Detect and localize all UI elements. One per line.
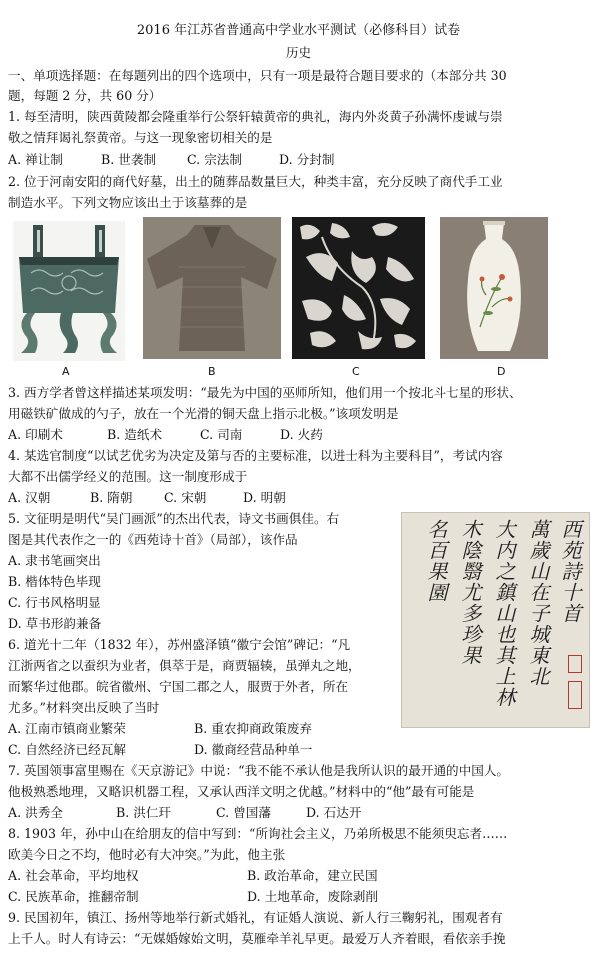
artifact-image-relief [292,217,425,359]
q6-stem-cont: 江浙两省之以蚕织为业者，俱萃于是，商贾辐辏，虽弹丸之地， [8,658,361,673]
q2-stem: 2. 位于河南安阳的商代好墓，出土的随葬品数量巨大，种类丰富，充分反映了商代手工业 [8,174,503,189]
q8-option-a: A. 社会革命，平均地权 [8,868,139,883]
q5-stem-cont: 图是其代表作之一的《西苑诗十首》（局部），该作品 [8,532,298,547]
artifact-image-garment [143,217,281,359]
q2-stem-cont: 制造水平。下列文物应该出土于该墓葬的是 [8,195,248,210]
q1-option-b: B. 世袭制 [101,152,157,167]
calligraphy-image-xiyuan-poems [401,512,590,728]
q4-option-b: B. 隋朝 [90,490,133,505]
q5-option-b: B. 楷体特色毕现 [8,574,101,589]
artifact-image-vase [440,217,548,359]
q7-option-c: C. 曾国藩 [216,805,271,820]
q4-stem-cont: 大都不出儒学经义的范围。这一制度形成于 [8,469,248,484]
q8-stem: 8. 1903 年，孙中山在给朋友的信中写到：“所询社会主义，乃弟所极思不能须臾忘者…… [8,826,508,841]
q5-stem: 5. 文征明是明代“吴门画派”的杰出代表，诗文书画俱佳。右 [8,511,340,526]
section-heading-cont: 题，每题 2 分，共 60 分） [8,88,162,103]
q3-stem-cont: 用磁铁矿做成的勺子，放在一个光滑的铜天盘上指示北极。”该项发明是 [8,406,399,421]
q6-option-c: C. 自然经济已经瓦解 [8,742,126,757]
q5-option-a: A. 隶书笔画突出 [8,553,101,568]
q8-option-b: B. 政治革命，建立民国 [247,868,378,883]
q8-stem-cont: 欧美今日之不均，他时必有大冲突。”为此，他主张 [8,847,286,862]
q6-stem-cont: 而繁华过他郡。皖省徽州、宁国二郡之人，服贾于外者，所在 [8,679,349,694]
q3-option-b: B. 造纸术 [107,427,163,442]
calligraphy-column: 名百果園 [424,519,448,603]
q4-option-a: A. 汉朝 [8,490,51,505]
q6-stem-cont: 尤多。”材料突出反映了当时 [8,700,160,715]
calligraphy-column: 萬歲山在子城東北 [526,519,550,687]
q1-option-c: C. 宗法制 [187,152,242,167]
q3-option-a: A. 印刷术 [8,427,63,442]
q7-stem-cont: 他极熟悉地理，又略识机器工程，又承认西洋文明之优越。”材料中的“他”最有可能是 [8,784,475,799]
q5-option-d: D. 草书形韵兼备 [8,616,102,631]
calligraphy-column: 西苑詩十首 [558,519,582,624]
q6-stem: 6. 道光十二年（1832 年），苏州盛泽镇“徽宁会馆”碑记：“凡 [8,637,351,652]
q1-stem-cont: 敬之情拜谒礼祭黄帝。与这一现象密切相关的是 [8,130,273,145]
q1-option-a: A. 禅让制 [8,152,63,167]
q7-option-d: D. 石达开 [306,805,362,820]
q3-stem: 3. 西方学者曾这样描述某项发明：“最先为中国的巫师所知，他们用一个按北斗七星的形状、 [8,385,522,400]
calligraphy-column: 大内之鎮山也其上林 [492,519,516,708]
seal-stamp [568,655,582,673]
seal-stamp [568,681,582,709]
q7-option-a: A. 洪秀全 [8,805,63,820]
image-label-b: B [208,365,216,378]
section-heading: 一、单项选择题：在每题列出的四个选项中，只有一项是最符合题目要求的（本部分共 30 [8,68,507,83]
q1-option-d: D. 分封制 [279,152,335,167]
q7-stem: 7. 英国领事富里赐在《天京游记》中说：“我不能不承认他是我所认识的最开通的中国人。 [8,763,510,778]
q6-option-a: A. 江南市镇商业繁荣 [8,721,126,736]
q4-option-c: C. 宋朝 [164,490,207,505]
q9-stem: 9. 民国初年，镇江、扬州等地举行新式婚礼，有证婚人演说、新人行三鞠躬礼，围观者有 [8,910,503,925]
image-label-a: A [62,365,70,378]
q3-option-c: C. 司南 [200,427,243,442]
q5-option-c: C. 行书风格明显 [8,595,101,610]
q9-stem-cont: 上千人。时人有诗云：“无媒婚嫁始文明，莫雁牵羊礼早更。最爱万人齐着眼，看依亲手挽 [8,931,506,946]
artifact-image-bronze-ding [13,221,125,361]
q8-option-d: D. 土地革命，废除剥削 [247,889,378,904]
q4-stem: 4. 某选官制度“以试艺优劣为决定及第与否的主要标准，以进士科为主要科目”，考试内容 [8,448,503,463]
exam-title: 2016 年江苏省普通高中学业水平测试（必修科目）试卷 [136,23,461,38]
image-label-d: D [497,365,506,378]
q7-option-b: B. 洪仁玕 [116,805,172,820]
exam-subject: 历史 [285,45,312,60]
q6-option-d: D. 徽商经营品种单一 [194,742,313,757]
q6-option-b: B. 重农抑商政策废弃 [194,721,313,736]
q1-stem: 1. 每至清明，陕西黄陵都会隆重举行公祭轩辕黄帝的典礼，海内外炎黄子孙满怀虔诚与崇 [8,109,503,124]
q4-option-d: D. 明朝 [243,490,286,505]
q8-option-c: C. 民族革命，推翻帝制 [8,889,139,904]
calligraphy-column: 木陰翳尤多珍果 [458,519,482,666]
q3-option-d: D. 火药 [280,427,323,442]
image-label-c: C [352,365,360,378]
